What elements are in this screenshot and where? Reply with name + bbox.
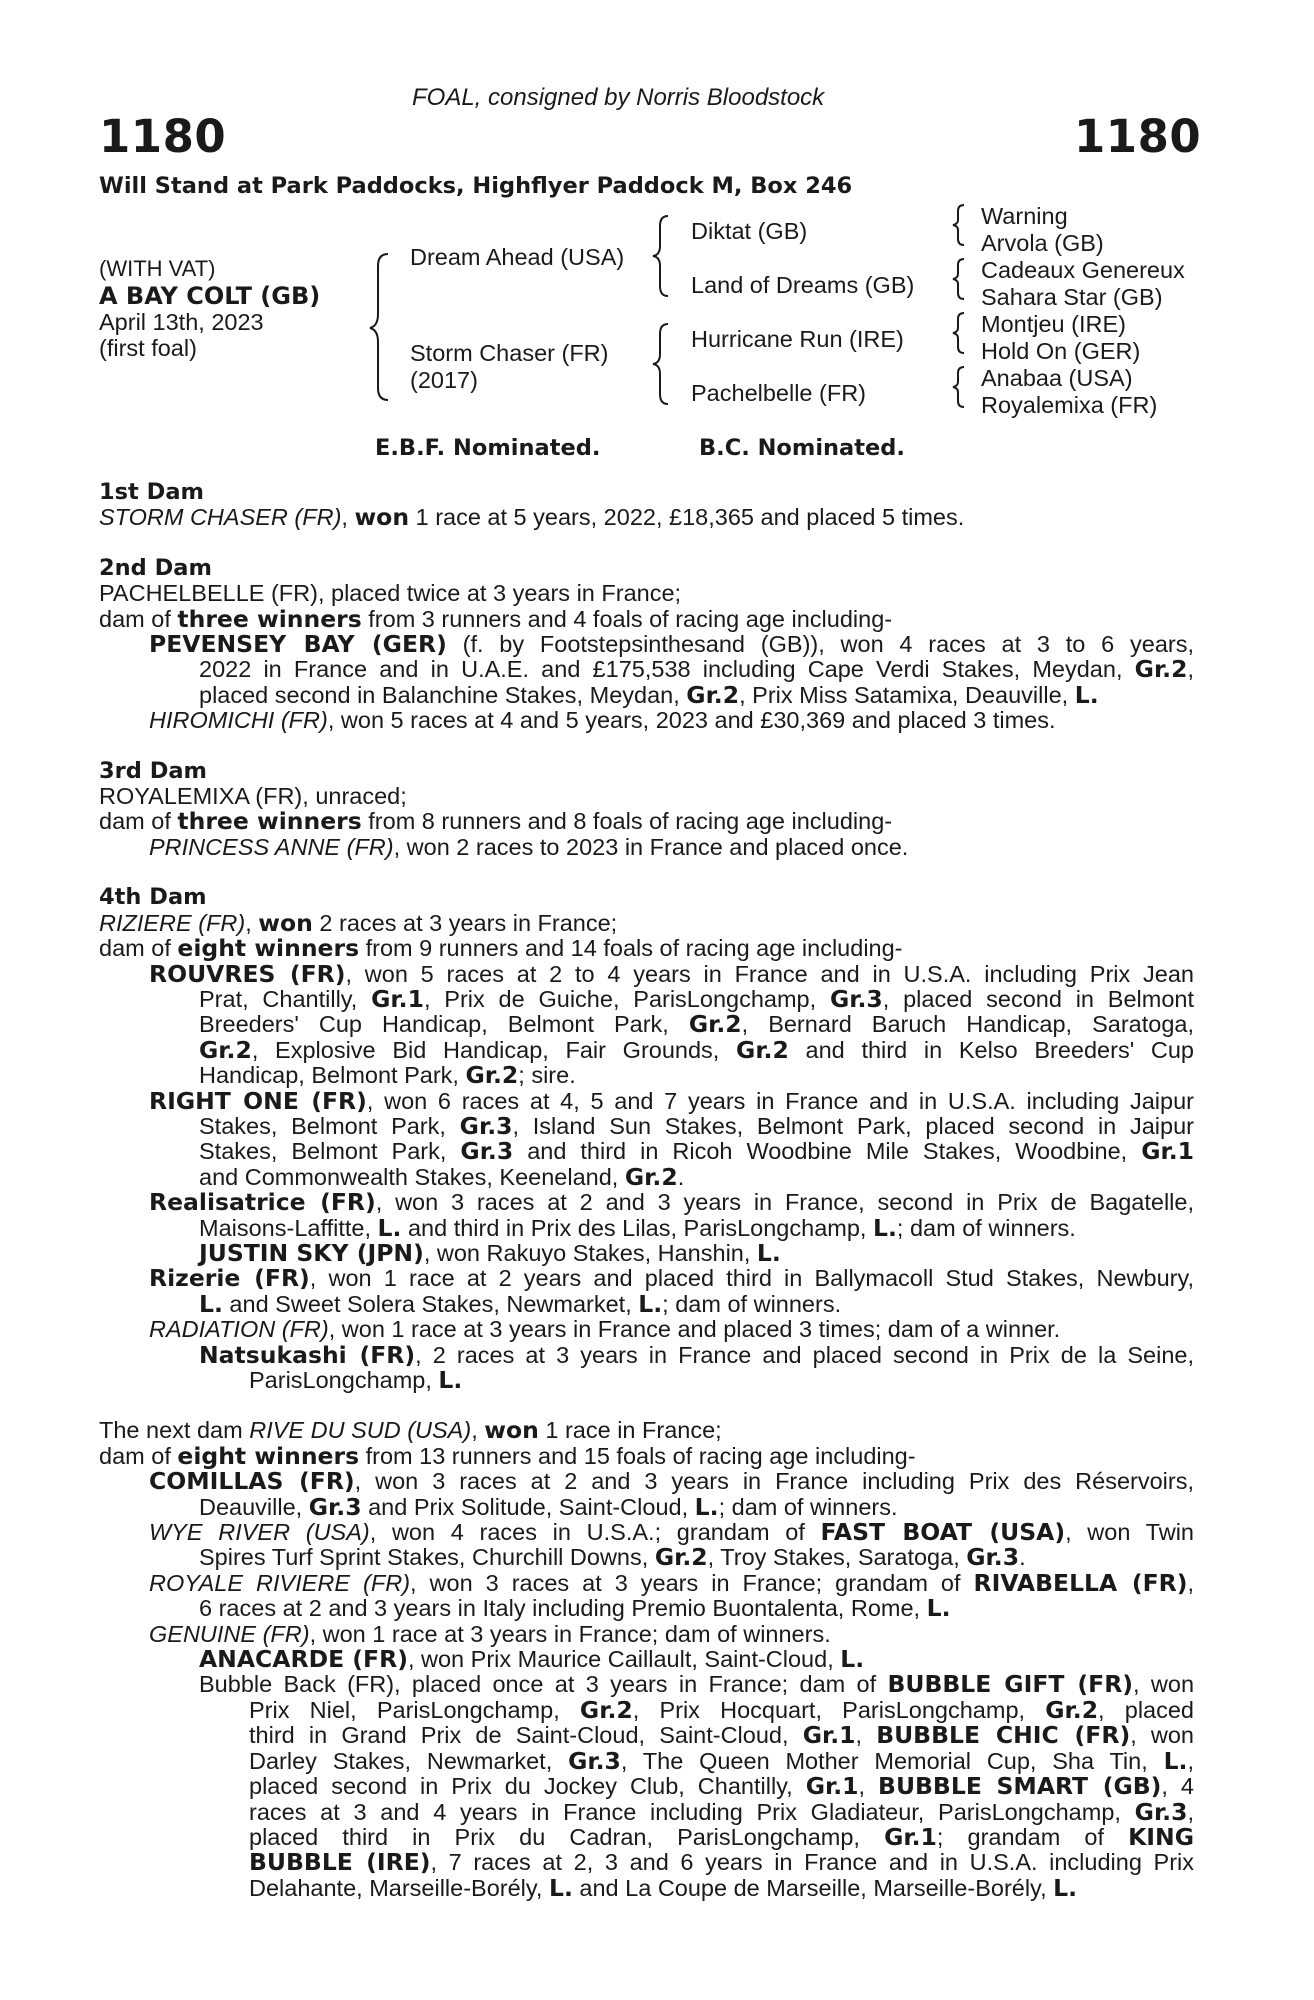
pedigree-brace-dam <box>650 322 674 406</box>
third-dam-heading: 3rd Dam <box>99 757 207 784</box>
first-dam-heading: 1st Dam <box>99 479 204 505</box>
radiation-line: RADIATION (FR), won 1 race at 3 years in France and placed 3 times; dam of a winner. <box>149 1316 1061 1343</box>
next-dam-line: The next dam RIVE DU SUD (USA), won 1 race in France; <box>99 1416 722 1445</box>
dss-name: Montjeu (IRE) <box>981 311 1126 337</box>
dds-name: Anabaa (USA) <box>981 365 1133 391</box>
bubble-back-line-5: placed second in Prix du Jockey Club, Chantilly, Gr.1, BUBBLE SMART (GB), 4 <box>249 1772 1194 1801</box>
pedigree-brace-sire <box>650 214 674 298</box>
fourth-dam-line: RIZIERE (FR), won 2 races at 3 years in France; <box>99 908 618 937</box>
right-one-line-4: and Commonwealth Stakes, Keeneland, Gr.2. <box>199 1162 685 1191</box>
sdd-name: Sahara Star (GB) <box>981 284 1163 310</box>
wye-river-line-2: Spires Turf Sprint Stakes, Churchill Downs, Gr.2, Troy Stakes, Saratoga, Gr.3. <box>199 1543 1026 1572</box>
hiromichi-line: HIROMICHI (FR), won 5 races at 4 and 5 years, 2023 and £30,369 and placed 3 times. <box>149 707 1056 734</box>
second-dam-produce: dam of three winners from 3 runners and 4 foals of racing age including- <box>99 604 893 633</box>
royale-riviere-line-1: ROYALE RIVIERE (FR), won 3 races at 3 years in France; grandam of RIVABELLA (FR), <box>149 1568 1195 1597</box>
rouvres-line-3: Breeders' Cup Handicap, Belmont Park, Gr.2, Bernard Baruch Handicap, Saratoga, <box>199 1010 1194 1039</box>
dam-sire: Hurricane Run (IRE) <box>691 326 904 352</box>
anacarde-line: ANACARDE (FR), won Prix Maurice Caillault, Saint-Cloud, L. <box>199 1645 865 1674</box>
third-dam-line: ROYALEMIXA (FR), unraced; <box>99 783 407 810</box>
rouvres-line-5: Handicap, Belmont Park, Gr.2; sire. <box>199 1061 576 1090</box>
foal-note: (first foal) <box>99 335 197 361</box>
pedigree-brace-ds <box>950 311 970 355</box>
right-one-line-3: Stakes, Belmont Park, Gr.3 and third in Ricoh Woodbine Mile Stakes, Woodbine, Gr.1 <box>199 1137 1194 1166</box>
princess-anne-line: PRINCESS ANNE (FR), won 2 races to 2023 in France and placed once. <box>149 833 909 860</box>
right-one-line-2: Stakes, Belmont Park, Gr.3, Island Sun Stakes, Belmont Park, placed second in Jaipur <box>199 1111 1194 1140</box>
right-one-line-1: RIGHT ONE (FR), won 6 races at 4, 5 and 7 years in France and in U.S.A. including Jaipur <box>149 1086 1194 1115</box>
pevensey-bay-line-3: placed second in Balanchine Stakes, Meydan, Gr.2, Prix Miss Satamixa, Deauville, L. <box>199 680 1099 709</box>
pedigree-brace-ss <box>950 203 970 247</box>
pedigree-body <box>99 480 1194 1901</box>
lot-number-left: 1180 <box>99 110 227 163</box>
fourth-dam-produce: dam of eight winners from 9 runners and 14 foals of racing age including- <box>99 934 903 963</box>
foaling-date: April 13th, 2023 <box>99 309 264 335</box>
dam-name: Storm Chaser (FR) <box>410 340 609 366</box>
pevensey-bay-line-1: PEVENSEY BAY (GER) (f. by Footstepsinthesand (GB)), won 4 races at 3 to 6 years, <box>149 630 1194 659</box>
rouvres-line-2: Prat, Chantilly, Gr.1, Prix de Guiche, ParisLongchamp, Gr.3, placed second in Belmont <box>199 984 1195 1013</box>
pevensey-bay-line-2: 2022 in France and in U.A.E. and £175,538 including Cape Verdi Stakes, Meydan, Gr.2, <box>199 655 1194 684</box>
second-dam-line: PACHELBELLE (FR), placed twice at 3 years in France; <box>99 580 682 607</box>
comillas-line-1: COMILLAS (FR), won 3 races at 2 and 3 years in France including Prix des Réservoirs, <box>149 1467 1194 1496</box>
rouvres-line-4: Gr.2, Explosive Bid Handicap, Fair Grounds, Gr.2 and third in Kelso Breeders' Cup <box>199 1035 1194 1064</box>
bubble-back-line-7: placed third in Prix du Cadran, ParisLongchamp, Gr.1; grandam of KING <box>249 1822 1194 1851</box>
dsd-name: Hold On (GER) <box>981 338 1141 364</box>
dam-dam: Pachelbelle (FR) <box>691 380 867 406</box>
bubble-back-line-3: third in Grand Prix de Saint-Cloud, Saint-Cloud, Gr.1, BUBBLE CHIC (FR), won <box>249 1721 1194 1750</box>
bc-nominated: B.C. Nominated. <box>699 435 905 461</box>
lot-number-right: 1180 <box>1074 110 1202 163</box>
horse-name: A BAY COLT (GB) <box>99 282 321 310</box>
justin-sky-line: JUSTIN SKY (JPN), won Rakuyo Stakes, Hanshin, L. <box>199 1238 781 1267</box>
third-dam-produce: dam of three winners from 8 runners and 8 foals of racing age including- <box>99 807 893 836</box>
pedigree-brace-main <box>366 252 396 402</box>
wye-river-line-1: WYE RIVER (USA), won 4 races in U.S.A.; grandam of FAST BOAT (USA), won Twin <box>149 1518 1195 1547</box>
sire-sire: Diktat (GB) <box>691 218 808 244</box>
sds-name: Cadeaux Genereux <box>981 257 1185 283</box>
fourth-dam-heading: 4th Dam <box>99 884 207 911</box>
stand-location: Will Stand at Park Paddocks, Highflyer Paddock M, Box 246 <box>99 173 853 199</box>
bubble-back-line-6: races at 3 and 4 years in France including Prix Gladiateur, ParisLongchamp, Gr.3, <box>249 1797 1194 1826</box>
bubble-back-line-1: Bubble Back (FR), placed once at 3 years in France; dam of BUBBLE GIFT (FR), won <box>199 1670 1195 1699</box>
natsukashi-line-2: ParisLongchamp, L. <box>249 1366 463 1394</box>
comillas-line-2: Deauville, Gr.3 and Prix Solitude, Saint-Cloud, L.; dam of winners. <box>199 1492 898 1521</box>
bubble-back-line-9: Delahante, Marseille-Borély, L. and La Coupe de Marseille, Marseille-Borély, L. <box>249 1873 1078 1902</box>
bubble-back-line-4: Darley Stakes, Newmarket, Gr.3, The Queen Mother Memorial Cup, Sha Tin, L., <box>249 1746 1194 1775</box>
consignor-line: FOAL, consigned by Norris Bloodstock <box>412 84 825 111</box>
ddd-name: Royalemixa (FR) <box>981 392 1158 418</box>
dam-year: (2017) <box>410 367 478 393</box>
second-dam-heading: 2nd Dam <box>99 554 212 581</box>
sss-name: Warning <box>981 203 1068 229</box>
next-dam-produce: dam of eight winners from 13 runners and 15 foals of racing age including- <box>99 1441 916 1470</box>
natsukashi-line-1: Natsukashi (FR), 2 races at 3 years in France and placed second in Prix de la Seine, <box>199 1340 1195 1369</box>
rouvres-line-1: ROUVRES (FR), won 5 races at 2 to 4 years in France and in U.S.A. including Prix Jean <box>149 959 1194 988</box>
pedigree-brace-dd <box>950 365 970 409</box>
pedigree-brace-sd <box>950 257 970 301</box>
ssd-name: Arvola (GB) <box>981 230 1104 256</box>
sire-dam: Land of Dreams (GB) <box>691 272 915 298</box>
sire-name: Dream Ahead (USA) <box>410 244 625 270</box>
royale-riviere-line-2: 6 races at 2 and 3 years in Italy including Premio Buontalenta, Rome, L. <box>199 1594 951 1623</box>
realisatrice-line-2: Maisons-Laffitte, L. and third in Prix des Lilas, ParisLongchamp, L.; dam of winners. <box>199 1213 1076 1242</box>
bubble-back-line-8: BUBBLE (IRE), 7 races at 2, 3 and 6 years in France and in U.S.A. including Prix <box>249 1848 1194 1877</box>
ebf-nominated: E.B.F. Nominated. <box>375 435 601 461</box>
first-dam-line: STORM CHASER (FR), won 1 race at 5 years, 2022, £18,365 and placed 5 times. <box>99 503 965 532</box>
realisatrice-line-1: Realisatrice (FR), won 3 races at 2 and 3 years in France, second in Prix de Bagatelle, <box>149 1188 1194 1217</box>
rizerie-line-1: Rizerie (FR), won 1 race at 2 years and placed third in Ballymacoll Stud Stakes, Newbury, <box>149 1264 1194 1293</box>
bubble-back-line-2: Prix Niel, ParisLongchamp, Gr.2, Prix Hocquart, ParisLongchamp, Gr.2, placed <box>249 1695 1195 1724</box>
genuine-line: GENUINE (FR), won 1 race at 3 years in France; dam of winners. <box>149 1620 831 1647</box>
rizerie-line-2: L. and Sweet Solera Stakes, Newmarket, L.; dam of winners. <box>199 1289 842 1318</box>
vat-note: (WITH VAT) <box>99 256 216 281</box>
